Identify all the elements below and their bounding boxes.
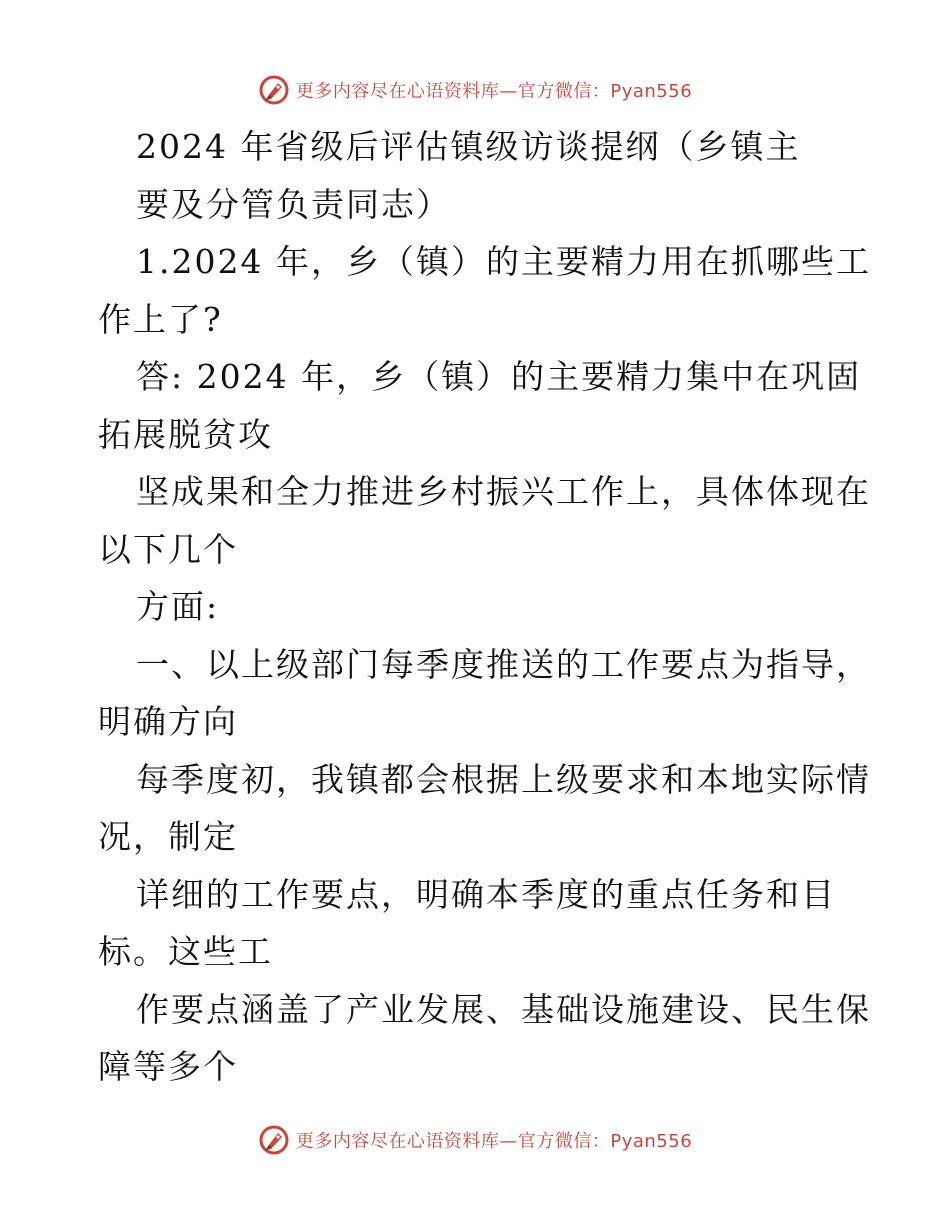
document-line: 方面: [136, 587, 220, 626]
footer-banner-text: 更多内容尽在心语资料库—官方微信：Pyan556 [295, 1131, 693, 1152]
footer-banner [0, 1120, 950, 1160]
document-line: 坚成果和全力推进乡村振兴工作上，具体体现在 [136, 472, 871, 511]
header-banner-text: 更多内容尽在心语资料库—官方微信：Pyan556 [295, 81, 693, 102]
document-line: 答: 2024 年，乡（镇）的主要精力集中在巩固 [136, 357, 862, 396]
document-line: 拓展脱贫攻 [98, 414, 273, 454]
document-line: 况，制定 [98, 817, 238, 856]
document-line: 要及分管负责同志） [136, 184, 451, 224]
document-line: 详细的工作要点，明确本季度的重点任务和目 [136, 874, 836, 914]
pen-nib-logo-icon [258, 74, 290, 106]
document-line: 作要点涵盖了产业发展、基础设施建设、民生保 [136, 989, 871, 1029]
document-line: 2024 年省级后评估镇级访谈提纲（乡镇主 [136, 127, 801, 166]
document-line: 每季度初，我镇都会根据上级要求和本地实际情 [136, 759, 871, 799]
document-line: 标。这些工 [98, 932, 273, 971]
document-body [98, 118, 871, 1096]
pen-nib-logo-icon [258, 1124, 290, 1156]
document-line: 明确方向 [98, 702, 238, 741]
document-line: 障等多个 [98, 1047, 238, 1086]
header-banner [0, 70, 950, 110]
document-line: 1.2024 年，乡（镇）的主要精力用在抓哪些工 [136, 242, 871, 281]
document-line: 作上了? [98, 299, 223, 339]
document-line: 一、以上级部门每季度推送的工作要点为指导， [136, 644, 871, 684]
document-line: 以下几个 [98, 529, 238, 569]
